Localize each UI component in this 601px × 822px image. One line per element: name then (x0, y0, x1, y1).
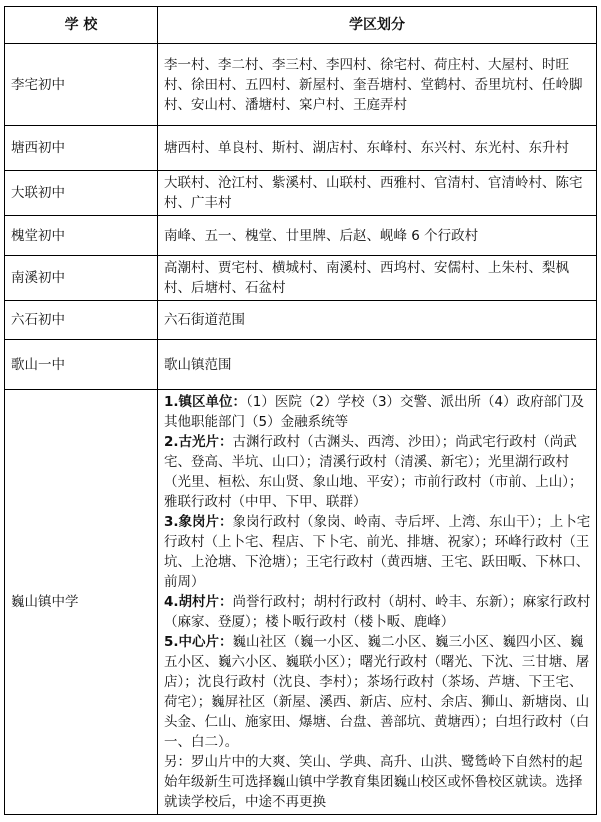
table-row (5, 171, 597, 216)
section-town-units (164, 392, 592, 432)
school-name: 歌山一中 (5, 340, 158, 390)
school-name: 塘西初中 (5, 126, 158, 171)
section-label: 1.镇区单位： (164, 394, 247, 410)
header-district: 学区划分 (158, 7, 597, 44)
header-school: 学 校 (5, 7, 158, 44)
school-name: 巍山镇中学 (5, 390, 158, 815)
school-name: 南溪初中 (5, 256, 158, 301)
district-text: 李一村、李二村、李三村、李四村、徐宅村、荷庄村、大屋村、时旺村、徐田村、五四村、新屋村、奎吾塘村、堂鹤村、岙里坑村、任岭脚村、安山村、潘塘村、宲户村、王庭弄村 (158, 44, 597, 126)
table-row (5, 390, 597, 815)
section-center (164, 632, 592, 752)
table-row (5, 126, 597, 171)
table-row (5, 216, 597, 256)
district-text: 塘西村、单良村、斯村、湖店村、东峰村、东兴村、东光村、东升村 (158, 126, 597, 171)
section-hucun (164, 592, 592, 632)
district-text: 高潮村、贾宅村、横城村、南溪村、西坞村、安儒村、上朱村、梨枫村、后塘村、石盆村 (158, 256, 597, 301)
section-text: （1）医院（2）学校（3）交警、派出所（4）政府部门及其他职能部门（5）金融系统等 (164, 394, 585, 430)
section-xianggang (164, 512, 592, 592)
school-name: 李宅初中 (5, 44, 158, 126)
table-row (5, 340, 597, 390)
school-name: 六石初中 (5, 301, 158, 340)
district-text: 大联村、沧江村、紫溪村、山联村、西雅村、官清村、官清岭村、陈宅村、广丰村 (158, 171, 597, 216)
district-text: 六石街道范围 (158, 301, 597, 340)
section-text: 象岗行政村（象岗、岭南、寺后坪、上湾、东山干）；上卜宅行政村（上卜宅、程店、下卜宅、前光、排塘、祝家）；环峰行政村（王坑、上沧塘、下沧塘）；王宅行政村（黄西塘、王宅、跃田畈、下林口、前周） (164, 514, 591, 590)
school-name: 大联初中 (5, 171, 158, 216)
section-text: 巍山社区（巍一小区、巍二小区、巍三小区、巍四小区、巍五小区、巍六小区、巍联小区）；曙光行政村（曙光、下沈、三甘塘、屠店）；沈良行政村（沈良、李村）；茶场行政村（茶场、芦塘、下王宅、荷宅）；巍屏社区（新屋、溪西、新店、应村、余店、狮山、新塘岗、山头金、仁山、施家田、爆塘、台盘、善部坑、黄塘西）；白坦行政村（白一、白二）。 (164, 634, 590, 750)
section-text: 古渊行政村（古渊头、西湾、沙田）；尚武宅行政村（尚武宅、登高、半坑、山口）；清溪行政村（清溪、新宅）；光里湖行政村（光里、桓松、东山贤、象山地、平安）；市前行政村（市前、上山）；雅联行政村（中甲、下甲、联群） (164, 434, 583, 510)
section-label: 5.中心片： (164, 634, 233, 650)
table-row (5, 256, 597, 301)
section-label: 2.古光片： (164, 434, 233, 450)
district-text: 歌山镇范围 (158, 340, 597, 390)
section-label: 3.象岗片： (164, 514, 233, 530)
section-note: 另：罗山片中的大爽、笑山、学典、高升、山洪、鹭鸶岭下自然村的起始年级新生可选择巍山镇中学教育集团巍山校区或怀鲁校区就读。选择就读学校后，中途不再更换 (164, 754, 583, 810)
section-guguang (164, 432, 592, 512)
district-text-weishan (158, 390, 597, 815)
school-district-table (4, 6, 597, 815)
school-name: 槐堂初中 (5, 216, 158, 256)
section-text: 尚誉行政村；胡村行政村（胡村、岭丰、东新）；麻家行政村（麻家、登厦）；楼卜畈行政村（楼卜畈、鹿峰） (164, 594, 591, 630)
table-header-row (5, 7, 597, 44)
section-label: 4.胡村片： (164, 594, 233, 610)
table-row (5, 301, 597, 340)
district-text: 南峰、五一、槐堂、廿里牌、后赵、岘峰 6 个行政村 (158, 216, 597, 256)
table-row (5, 44, 597, 126)
